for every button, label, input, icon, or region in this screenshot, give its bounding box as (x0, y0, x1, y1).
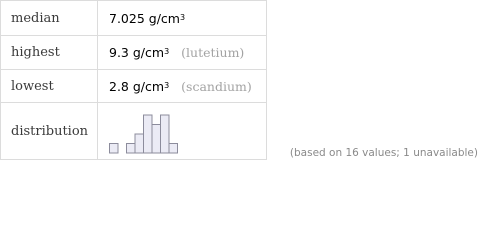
histogram-bar (127, 144, 136, 154)
distribution-label: distribution (1, 103, 98, 159)
histogram-bar (161, 115, 170, 153)
highest-unit-exponent: 3 (164, 47, 170, 56)
median-unit-exponent: 3 (179, 12, 186, 22)
histogram-bar (110, 144, 119, 154)
histogram-bar (152, 125, 161, 154)
lowest-element-name: (scandium) (181, 78, 252, 94)
histogram-bar (169, 144, 178, 154)
lowest-value (99, 70, 266, 102)
lowest-label: lowest (1, 70, 98, 102)
distribution-value (99, 103, 266, 159)
lowest-unit-exponent: 3 (164, 80, 170, 90)
median-value (99, 1, 266, 35)
highest-value-text: 9.3 g/cm (109, 45, 165, 60)
highest-label: highest (1, 36, 98, 69)
properties-table (0, 0, 267, 160)
lowest-value-text: 2.8 g/cm (109, 78, 165, 94)
median-value-text: 7.025 g/cm (109, 10, 180, 26)
footnote: (based on 16 values; 1 unavailable) (289, 147, 478, 159)
histogram-bar (135, 134, 144, 153)
median-label: median (1, 1, 98, 35)
row-median (1, 1, 266, 36)
row-highest (1, 36, 266, 70)
distribution-histogram (109, 110, 181, 156)
histogram-bar (144, 115, 153, 153)
highest-value (99, 36, 266, 69)
row-distribution (1, 103, 266, 159)
highest-element-name: (lutetium) (181, 45, 245, 60)
row-lowest (1, 70, 266, 103)
